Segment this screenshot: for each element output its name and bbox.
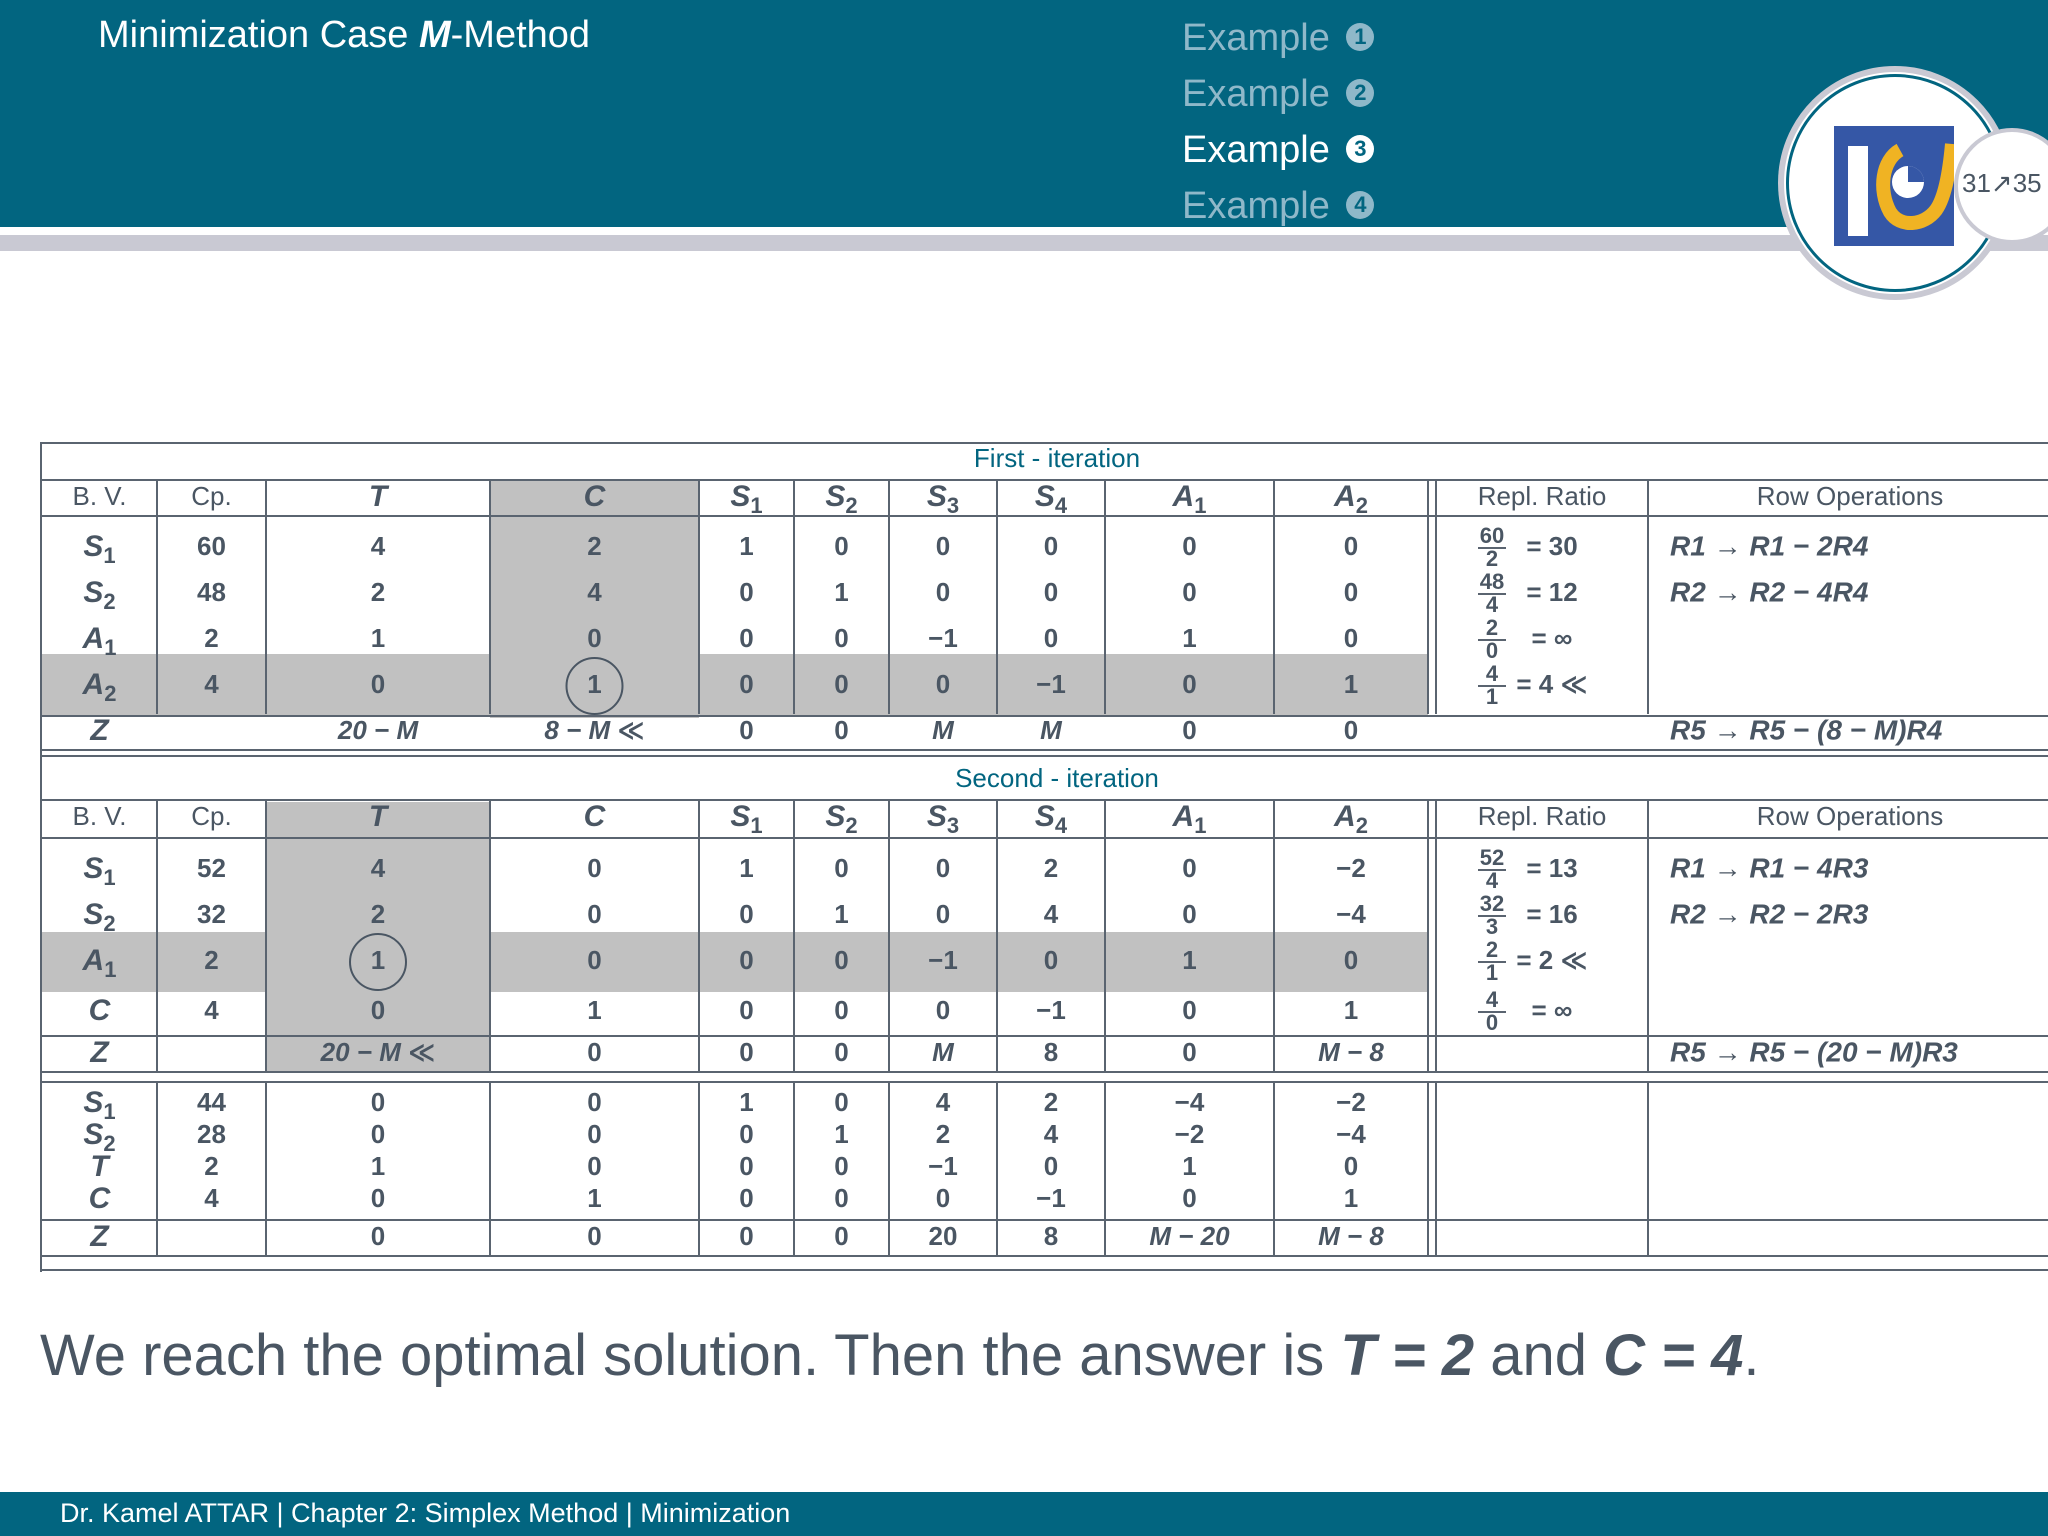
final-z-row-cell: 0 xyxy=(370,1220,386,1251)
first-z-row-cell: 0 xyxy=(1182,714,1197,745)
second-z-row-cell: 0 xyxy=(587,1036,602,1067)
second-pivot-row-bv: $A_1$ xyxy=(82,943,117,982)
pivot-row-shade xyxy=(42,654,1428,716)
second-pivot-row-cell: 1 xyxy=(370,944,386,975)
column-header: Repl. Ratio xyxy=(1477,480,1607,511)
first-row-cp: 2 xyxy=(204,622,219,653)
first-row-cell: 0 xyxy=(1043,576,1059,607)
first-pivot-row-ratio-result: = 4 ≪ xyxy=(1516,668,1588,699)
second-pivot-row-cell: −1 xyxy=(928,944,958,975)
first-row-bv: $S_1$ xyxy=(83,529,116,568)
first-row-ratio-result: = 12 xyxy=(1526,576,1578,607)
second-row-cell: 0 xyxy=(739,994,754,1025)
second-row-cell: 0 xyxy=(1182,994,1197,1025)
second-row-cell: 2 xyxy=(1043,852,1059,883)
final-row-cell: 0 xyxy=(1043,1150,1059,1181)
final-row-cell: 0 xyxy=(739,1118,754,1149)
first-row-ratio-result: = ∞ xyxy=(1531,622,1573,653)
first-row-operation: R2 → R2 − 4R4 xyxy=(1670,576,1869,608)
column-header: Row Operations xyxy=(1756,800,1944,831)
second-row-ratio-result: = 13 xyxy=(1526,852,1578,883)
page-indicator: 31↗35 xyxy=(1962,168,2042,198)
column-header: $S_4$ xyxy=(1034,479,1068,518)
final-z-row-cell: M − 8 xyxy=(1318,1220,1384,1251)
column-header: T xyxy=(368,799,388,833)
column-header: $S_4$ xyxy=(1034,799,1068,838)
final-row-cell: −1 xyxy=(1036,1182,1066,1213)
second-row-ratio-result: = 16 xyxy=(1526,898,1578,929)
second-row-ratio-den: 0 xyxy=(1485,1009,1499,1035)
first-row-ratio-num: 48 xyxy=(1479,568,1505,594)
first-iteration-title: First - iteration xyxy=(973,444,1141,473)
first-row-cell: 1 xyxy=(739,530,754,561)
second-z-row-cell: 20 − M ≪ xyxy=(320,1036,436,1067)
column-header: C xyxy=(583,479,606,513)
second-row-cell: 0 xyxy=(1182,898,1197,929)
second-pivot-row-cp: 2 xyxy=(204,944,219,975)
final-row-bv: $S_1$ xyxy=(83,1085,116,1124)
final-row-cell: 0 xyxy=(370,1086,386,1117)
final-row-cell: 0 xyxy=(834,1086,849,1117)
nav-example-1[interactable]: Example 1 xyxy=(1182,14,1374,70)
column-header: T xyxy=(368,479,388,513)
final-row-cell: 0 xyxy=(370,1118,386,1149)
nav-example-3[interactable]: Example 3 xyxy=(1182,126,1374,182)
first-row-cell: 0 xyxy=(587,622,602,653)
second-pivot-row-cell: 1 xyxy=(1182,944,1197,975)
first-pivot-row-cell: 0 xyxy=(739,668,754,699)
second-z-row-cell: 0 xyxy=(834,1036,849,1067)
column-header: C xyxy=(583,799,606,833)
second-pivot-row-cell: 0 xyxy=(834,944,849,975)
final-row-cell: 0 xyxy=(935,1182,951,1213)
final-row-bv: T xyxy=(90,1149,109,1183)
final-z-row-cell: 0 xyxy=(834,1220,849,1251)
final-row-cell: −4 xyxy=(1336,1118,1366,1149)
first-row-ratio-num: 60 xyxy=(1479,522,1505,548)
number-badge-icon: 3 xyxy=(1346,135,1374,163)
simplex-tableaux xyxy=(40,442,2048,1272)
column-header: $S_2$ xyxy=(825,479,858,518)
column-header: Row Operations xyxy=(1756,480,1944,511)
final-row-bv: $S_2$ xyxy=(83,1117,116,1156)
final-row-cell: 0 xyxy=(739,1182,754,1213)
final-z-row-bv: Z xyxy=(90,1219,109,1253)
second-row-cell: −4 xyxy=(1336,898,1366,929)
pivot-row-shade xyxy=(42,932,1428,992)
example-nav xyxy=(1182,14,1374,238)
second-pivot-row-cell: 0 xyxy=(1343,944,1359,975)
final-row-cell: 0 xyxy=(834,1150,849,1181)
final-row-cell: 1 xyxy=(587,1182,602,1213)
conclusion-text: We reach the optimal solution. Then the answer is T = 2 and C = 4. xyxy=(40,1323,1760,1388)
second-z-row-cell: 0 xyxy=(739,1036,754,1067)
final-row-cell: 4 xyxy=(1043,1118,1059,1149)
second-row-cell: 0 xyxy=(935,852,951,883)
first-row-cell: 0 xyxy=(935,576,951,607)
column-header: $A_2$ xyxy=(1334,799,1368,838)
first-row-cell: 0 xyxy=(935,530,951,561)
second-row-bv: $S_1$ xyxy=(83,851,116,890)
final-row-cell: −2 xyxy=(1336,1086,1366,1117)
second-row-cell: 0 xyxy=(935,898,951,929)
second-row-cell: 0 xyxy=(370,994,386,1025)
column-header: Cp. xyxy=(191,800,232,831)
number-badge-icon: 2 xyxy=(1346,79,1374,107)
final-row-cell: −2 xyxy=(1174,1118,1205,1149)
second-row-cell: 0 xyxy=(587,852,602,883)
university-logo xyxy=(1834,126,1954,246)
second-z-row-cell: 0 xyxy=(1182,1036,1197,1067)
simplex-table-svg xyxy=(42,444,2048,1272)
first-row-cell: 0 xyxy=(1043,622,1059,653)
column-header: $A_1$ xyxy=(1172,479,1207,518)
number-badge-icon: 4 xyxy=(1346,191,1374,219)
final-row-cell: 0 xyxy=(587,1118,602,1149)
final-row-cell: 0 xyxy=(1343,1150,1359,1181)
footer-text: Dr. Kamel ATTAR | Chapter 2: Simplex Method | Minimization xyxy=(60,1498,791,1528)
second-pivot-row-ratio-num: 2 xyxy=(1485,936,1499,962)
first-row-cell: 0 xyxy=(834,622,849,653)
second-row-ratio-num: 52 xyxy=(1479,844,1505,870)
first-row-cell: 0 xyxy=(1043,530,1059,561)
second-pivot-row-cell: 0 xyxy=(739,944,754,975)
first-pivot-row-cp: 4 xyxy=(204,668,219,699)
second-z-row-cell: 8 xyxy=(1043,1036,1059,1067)
first-row-ratio-den: 0 xyxy=(1485,637,1499,663)
first-row-cell: 0 xyxy=(1182,530,1197,561)
first-row-cell: 4 xyxy=(370,530,386,561)
final-row-bv: C xyxy=(88,1181,111,1215)
second-z-row-bv: Z xyxy=(90,1035,109,1069)
second-row-cell: 0 xyxy=(935,994,951,1025)
first-pivot-row-cell: 1 xyxy=(1343,668,1359,699)
column-header: $S_1$ xyxy=(730,479,763,518)
final-z-row-cell: 0 xyxy=(739,1220,754,1251)
second-row-cell: 4 xyxy=(1043,898,1059,929)
first-row-ratio-num: 2 xyxy=(1485,614,1499,640)
final-row-cell: 1 xyxy=(739,1086,754,1117)
final-row-cell: 1 xyxy=(834,1118,849,1149)
column-header: $S_3$ xyxy=(926,479,960,518)
first-row-cell: 0 xyxy=(739,622,754,653)
second-row-ratio-num: 32 xyxy=(1479,890,1505,916)
second-row-operation: R2 → R2 − 2R3 xyxy=(1670,898,1869,930)
first-row-cell: 2 xyxy=(587,530,602,561)
first-z-row-cell: 8 − M ≪ xyxy=(544,714,645,745)
final-z-row-cell: 8 xyxy=(1043,1220,1059,1251)
final-row-cell: 0 xyxy=(370,1182,386,1213)
column-header: $S_3$ xyxy=(926,799,960,838)
final-row-cell: 0 xyxy=(587,1086,602,1117)
column-header: B. V. xyxy=(72,800,127,831)
final-row-cp: 2 xyxy=(204,1150,219,1181)
first-row-cell: 1 xyxy=(834,576,849,607)
final-row-cell: 0 xyxy=(587,1150,602,1181)
first-row-cell: 0 xyxy=(1182,576,1197,607)
second-row-cell: 0 xyxy=(834,852,849,883)
column-header: $S_1$ xyxy=(730,799,763,838)
first-z-row-cell: 0 xyxy=(1343,714,1359,745)
first-z-row-cell: 0 xyxy=(739,714,754,745)
first-z-row-cell: 0 xyxy=(834,714,849,745)
first-z-row-operation: R5 → R5 − (8 − M)R4 xyxy=(1670,714,1943,746)
second-row-bv: C xyxy=(88,993,111,1027)
second-row-cp: 52 xyxy=(197,852,226,883)
second-pivot-row-ratio-den: 1 xyxy=(1485,959,1499,985)
final-row-cell: −4 xyxy=(1174,1086,1205,1117)
final-row-cp: 28 xyxy=(197,1118,226,1149)
first-row-cell: 0 xyxy=(739,576,754,607)
final-row-cell: 1 xyxy=(1343,1182,1359,1213)
first-row-ratio-den: 4 xyxy=(1485,591,1499,617)
final-row-cell: 4 xyxy=(935,1086,951,1117)
first-row-bv: $A_1$ xyxy=(82,621,117,660)
final-z-row-cell: M − 20 xyxy=(1149,1220,1230,1251)
final-row-cp: 44 xyxy=(197,1086,226,1117)
second-z-row-cell: M xyxy=(932,1036,954,1067)
second-iteration-title: Second - iteration xyxy=(955,762,1159,793)
second-row-cp: 4 xyxy=(204,994,219,1025)
second-row-cell: 0 xyxy=(1182,852,1197,883)
first-pivot-row-cell: 0 xyxy=(935,668,951,699)
final-row-cell: 0 xyxy=(739,1150,754,1181)
first-pivot-row-cell: 0 xyxy=(1182,668,1197,699)
second-row-cp: 32 xyxy=(197,898,226,929)
second-z-row-operation: R5 → R5 − (20 − M)R3 xyxy=(1670,1036,1958,1068)
first-row-operation: R1 → R1 − 2R4 xyxy=(1670,530,1869,562)
first-row-ratio-result: = 30 xyxy=(1526,530,1578,561)
second-pivot-row-ratio-result: = 2 ≪ xyxy=(1516,944,1588,975)
first-row-cell: 1 xyxy=(370,622,386,653)
first-pivot-row-cell: 0 xyxy=(834,668,849,699)
column-header: Cp. xyxy=(191,480,232,511)
first-z-row-cell: M xyxy=(932,714,954,745)
nav-example-2[interactable]: Example 2 xyxy=(1182,70,1374,126)
first-row-cell: 1 xyxy=(1182,622,1197,653)
second-row-cell: 2 xyxy=(370,898,386,929)
first-pivot-row-bv: $A_2$ xyxy=(82,667,117,706)
final-row-cell: 1 xyxy=(370,1150,386,1181)
second-pivot-row-cell: 0 xyxy=(1043,944,1059,975)
second-row-cell: 1 xyxy=(834,898,849,929)
first-row-cp: 48 xyxy=(197,576,226,607)
first-row-ratio-den: 2 xyxy=(1485,545,1499,571)
first-z-row-cell: M xyxy=(1040,714,1062,745)
first-row-cell: 0 xyxy=(1343,622,1359,653)
header-divider xyxy=(0,235,2048,251)
second-row-cell: 0 xyxy=(834,994,849,1025)
second-row-cell: 0 xyxy=(739,898,754,929)
first-row-bv: $S_2$ xyxy=(83,575,116,614)
first-pivot-row-cell: 0 xyxy=(370,668,386,699)
number-badge-icon: 1 xyxy=(1346,23,1374,51)
slide-title: Minimization Case M-Method xyxy=(98,14,591,56)
final-row-cell: −1 xyxy=(928,1150,958,1181)
final-z-row-cell: 0 xyxy=(587,1220,602,1251)
first-pivot-row-ratio-den: 1 xyxy=(1485,683,1499,709)
second-row-cell: −2 xyxy=(1336,852,1366,883)
final-row-cell: 0 xyxy=(1182,1182,1197,1213)
second-z-row-cell: M − 8 xyxy=(1318,1036,1384,1067)
first-row-cell: 4 xyxy=(587,576,602,607)
column-header: $A_1$ xyxy=(1172,799,1207,838)
first-row-cell: −1 xyxy=(928,622,958,653)
second-row-bv: $S_2$ xyxy=(83,897,116,936)
column-header: $A_2$ xyxy=(1334,479,1368,518)
first-z-row-cell: 20 − M xyxy=(337,714,419,745)
second-row-ratio-num: 4 xyxy=(1485,986,1499,1012)
final-row-cp: 4 xyxy=(204,1182,219,1213)
first-row-cell: 0 xyxy=(1343,530,1359,561)
nav-example-4[interactable]: Example 4 xyxy=(1182,182,1374,238)
first-pivot-row-cell: −1 xyxy=(1036,668,1066,699)
column-header: B. V. xyxy=(72,480,127,511)
first-row-cell: 0 xyxy=(1343,576,1359,607)
second-row-cell: 1 xyxy=(587,994,602,1025)
second-row-cell: 1 xyxy=(739,852,754,883)
second-row-ratio-result: = ∞ xyxy=(1531,994,1573,1025)
second-row-ratio-den: 3 xyxy=(1485,913,1499,939)
final-z-row-cell: 20 xyxy=(928,1220,958,1251)
logo-emblem-icon xyxy=(1834,126,1954,246)
column-header: $S_2$ xyxy=(825,799,858,838)
first-row-cell: 2 xyxy=(370,576,386,607)
second-pivot-row-cell: 0 xyxy=(587,944,602,975)
first-pivot-row-cell: 1 xyxy=(587,668,602,699)
second-row-operation: R1 → R1 − 4R3 xyxy=(1670,852,1869,884)
second-row-cell: 4 xyxy=(370,852,386,883)
final-row-cell: 1 xyxy=(1182,1150,1197,1181)
first-pivot-row-ratio-num: 4 xyxy=(1485,660,1499,686)
first-row-cp: 60 xyxy=(197,530,226,561)
column-header: Repl. Ratio xyxy=(1477,800,1607,831)
second-row-cell: 1 xyxy=(1343,994,1359,1025)
final-row-cell: 2 xyxy=(1043,1086,1059,1117)
second-row-ratio-den: 4 xyxy=(1485,867,1499,893)
second-row-cell: 0 xyxy=(587,898,602,929)
first-row-cell: 0 xyxy=(834,530,849,561)
first-z-row-bv: Z xyxy=(90,713,109,747)
final-row-cell: 2 xyxy=(935,1118,951,1149)
second-row-cell: −1 xyxy=(1036,994,1066,1025)
final-row-cell: 0 xyxy=(834,1182,849,1213)
